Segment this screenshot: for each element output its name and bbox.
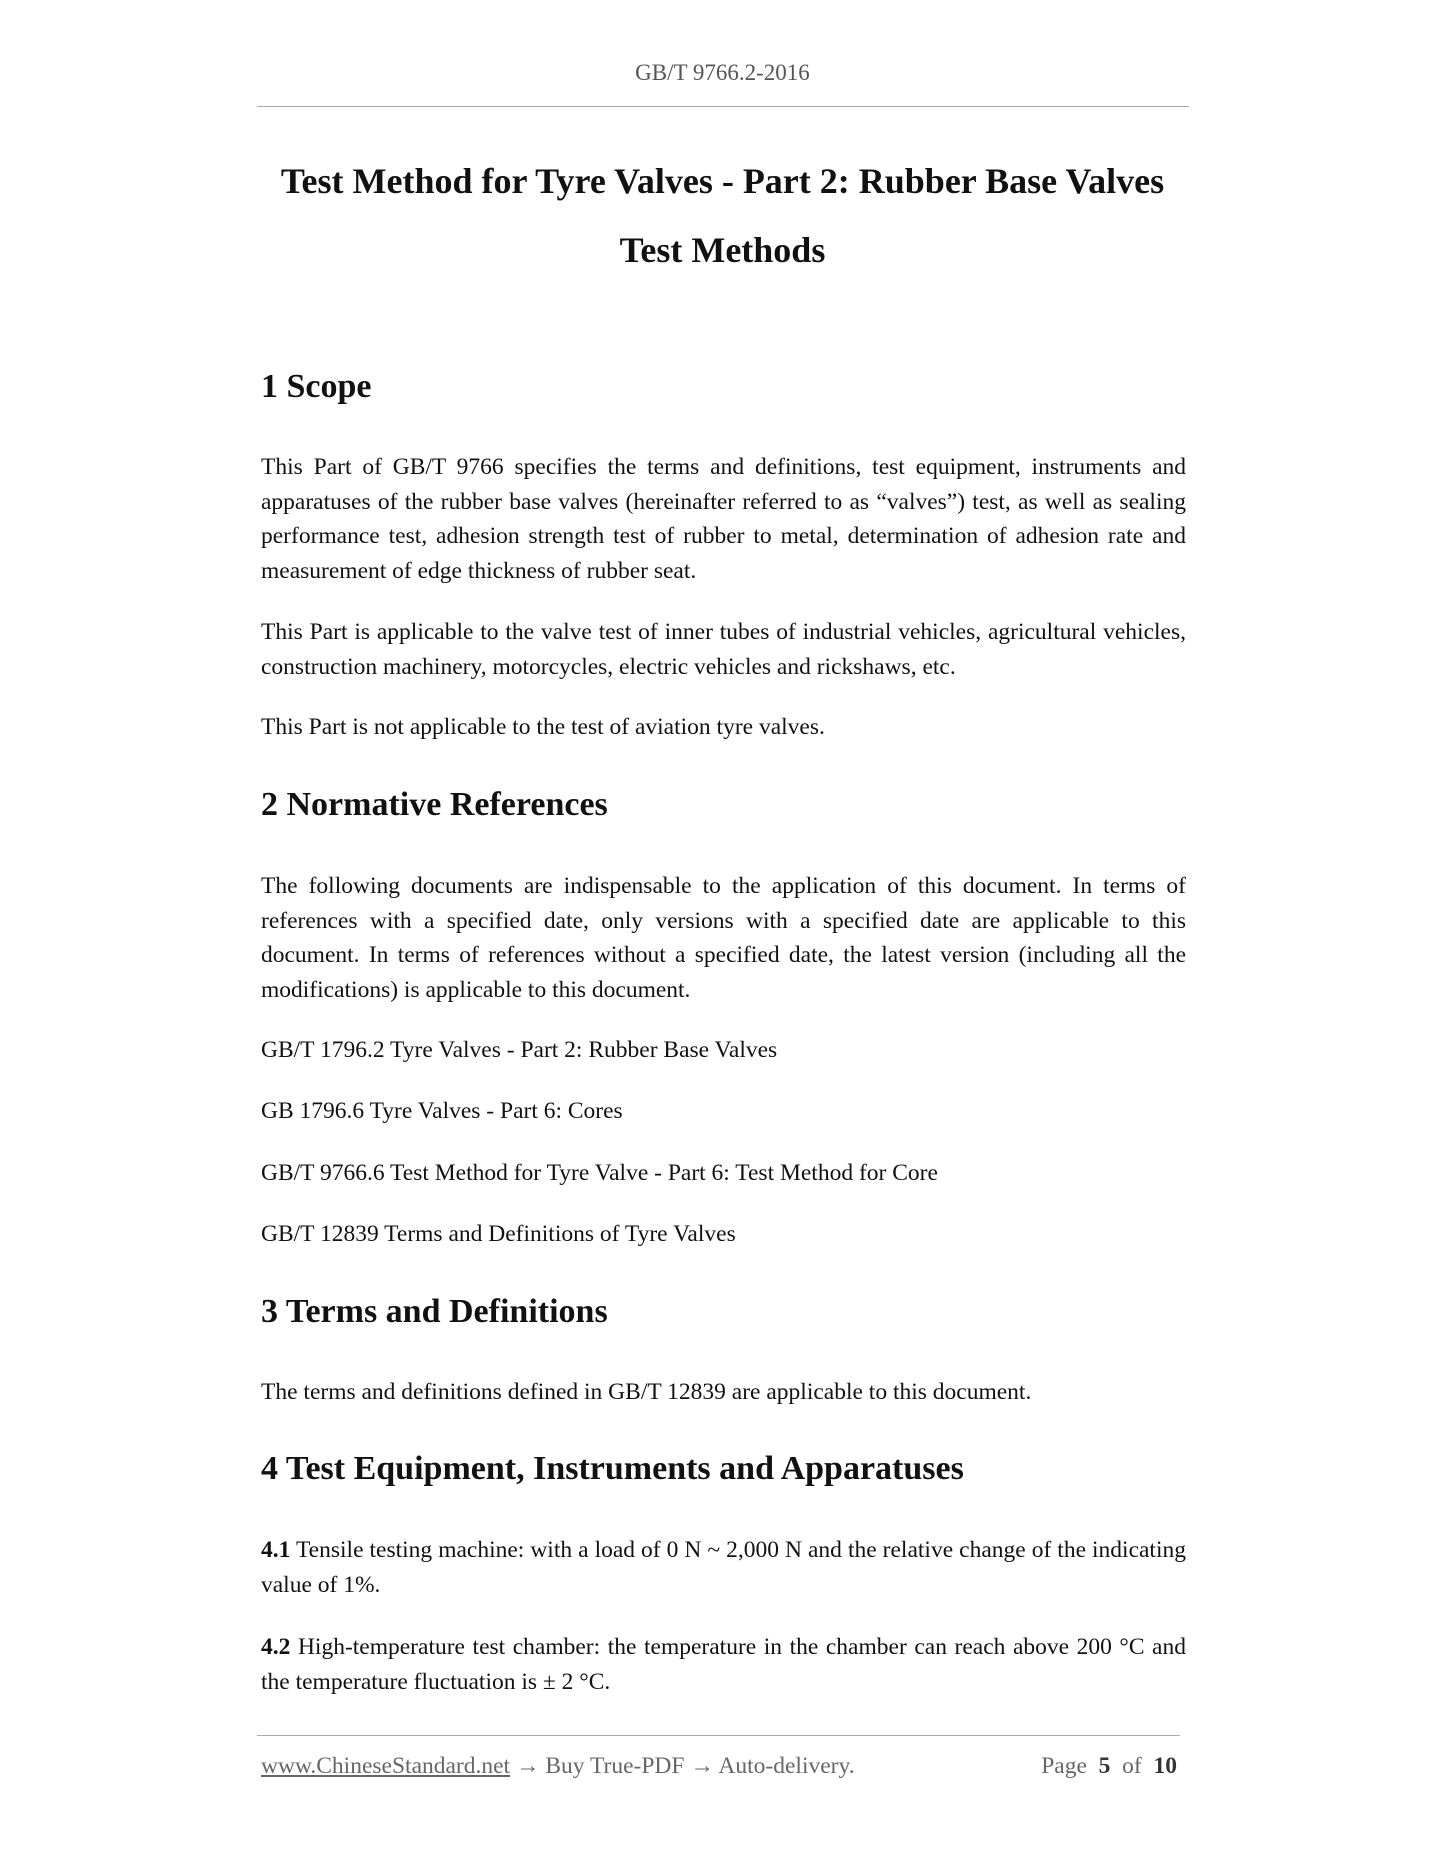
reference-item: GB/T 1796.2 Tyre Valves - Part 2: Rubber Base Valves [261,1037,778,1063]
reference-item: GB/T 9766.6 Test Method for Tyre Valve - Part 6: Test Method for Core [261,1160,938,1186]
website-link[interactable]: www.ChineseStandard.net [261,1753,511,1779]
document-code-header: GB/T 9766.2-2016 [635,60,810,85]
reference-item: GB 1796.6 Tyre Valves - Part 6: Cores [261,1098,623,1124]
footer-divider [257,1735,1180,1736]
document-title: Test Method for Tyre Valves - Part 2: Rubber Base Valves [280,161,1165,201]
footer-promo [261,1753,855,1780]
buy-text: Buy True-PDF [545,1753,685,1779]
page-number [1041,1753,1177,1780]
of-label: of [1122,1753,1142,1779]
paragraph: The terms and definitions defined in GB/T 12839 are applicable to this document. [261,1379,1032,1405]
paragraph: This Part is not applicable to the test of aviation tyre valves. [261,714,825,740]
total-pages: 10 [1153,1753,1177,1779]
header-divider [257,106,1189,107]
clause-text: Tensile testing machine: with a load of 0 N ~ 2,000 N and the relative change of the indicating value of 1%. [261,1537,1186,1598]
paragraph: This Part of GB/T 9766 specifies the terms and definitions, test equipment, instruments and apparatuses of the rubber base valves (hereinafter referred to as “valves”) test, as well as sealing performance test, adhesion strength test of rubber to metal, determination of adhesion rate and measurement of edge thickness of rubber seat. [261,454,1186,584]
arrow-icon: → [510,1753,546,1779]
clause-number: 4.1 [261,1537,291,1563]
page-label: Page [1041,1753,1087,1779]
arrow-icon: → [684,1753,719,1779]
section-heading-terms: 3 Terms and Definitions [261,1293,608,1330]
section-heading-test-equipment: 4 Test Equipment, Instruments and Apparatuses [261,1450,964,1487]
clause-text: High-temperature test chamber: the temperature in the chamber can reach above 200 °C and the temperature fluctuation is ± 2 °C. [261,1634,1186,1695]
delivery-text: Auto-delivery. [718,1753,855,1779]
clause-4-1 [261,1533,1186,1602]
clause-4-2 [261,1630,1186,1699]
section-heading-scope: 1 Scope [261,368,372,405]
current-page: 5 [1098,1753,1111,1779]
paragraph: The following documents are indispensable to the application of this document. In terms of references with a specified date, only versions with a specified date are applicable to this document. In terms of references without a specified date, the latest version (including all the modifications) is applicable to this document. [261,873,1186,1003]
document-subtitle: Test Methods [619,230,826,270]
section-heading-normative-references: 2 Normative References [261,786,608,823]
clause-number: 4.2 [261,1634,291,1660]
reference-item: GB/T 12839 Terms and Definitions of Tyre Valves [261,1221,736,1247]
paragraph: This Part is applicable to the valve test of inner tubes of industrial vehicles, agricultural vehicles, construction machinery, motorcycles, electric vehicles and rickshaws, etc. [261,619,1186,680]
